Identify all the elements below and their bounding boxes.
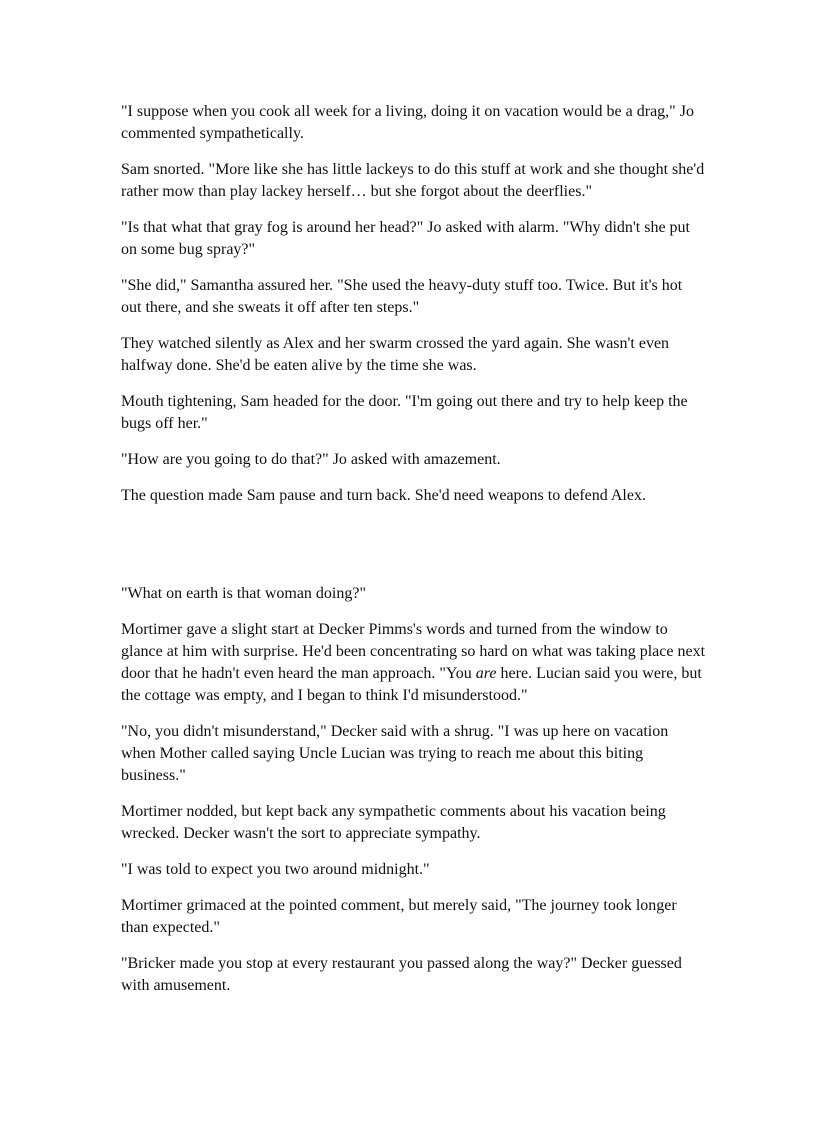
text-run: Mortimer gave a slight start at Decker Pimms's words and turned from the window to glance at him with surprise. He'd been concentrating so hard on what was taking place next door that he hadn't even heard the man approach. "You (121, 621, 706, 682)
paragraph: Mouth tightening, Sam headed for the door. "I'm going out there and try to help keep the bugs off her." (121, 393, 688, 432)
paragraph: "What on earth is that woman doing?" (121, 585, 366, 602)
text-run: here. Lucian said you were, but the cottage was empty, and I began to think I'd misunderstood." (121, 665, 702, 704)
paragraph: "Bricker made you stop at every restaurant you passed along the way?" Decker guessed with amusement. (121, 955, 682, 994)
paragraph: "I was told to expect you two around midnight." (121, 861, 430, 878)
paragraph: "She did," Samantha assured her. "She used the heavy-duty stuff too. Twice. But it's hot out there, and she sweats it off after ten steps." (121, 277, 683, 316)
paragraph: "How are you going to do that?" Jo asked with amazement. (121, 451, 501, 468)
paragraph: Sam snorted. "More like she has little lackeys to do this stuff at work and she thought she'd rather mow than play lackey herself… but she forgot about the deerflies." (121, 161, 705, 200)
body-text (121, 101, 706, 1011)
emphasis-text: are (475, 665, 497, 682)
paragraph: "No, you didn't misunderstand," Decker said with a shrug. "I was up here on vacation when Mother called saying Uncle Lucian was trying to reach me about this biting business." (121, 723, 669, 784)
paragraph: "Is that what that gray fog is around her head?" Jo asked with alarm. "Why didn't she put on some bug spray?" (121, 219, 690, 258)
paragraph: "I suppose when you cook all week for a living, doing it on vacation would be a drag," Jo commented sympathetically. (121, 103, 694, 142)
paragraph: They watched silently as Alex and her swarm crossed the yard again. She wasn't even halfway done. She'd be eaten alive by the time she was. (121, 335, 670, 374)
paragraph: Mortimer nodded, but kept back any sympathetic comments about his vacation being wrecked. Decker wasn't the sort to appreciate sympathy. (121, 803, 666, 842)
scene-break (121, 521, 706, 583)
paragraph: The question made Sam pause and turn back. She'd need weapons to defend Alex. (121, 487, 646, 504)
paragraph: Mortimer grimaced at the pointed comment, but merely said, "The journey took longer than expected." (121, 897, 677, 936)
paragraph-mortimer (121, 619, 706, 707)
